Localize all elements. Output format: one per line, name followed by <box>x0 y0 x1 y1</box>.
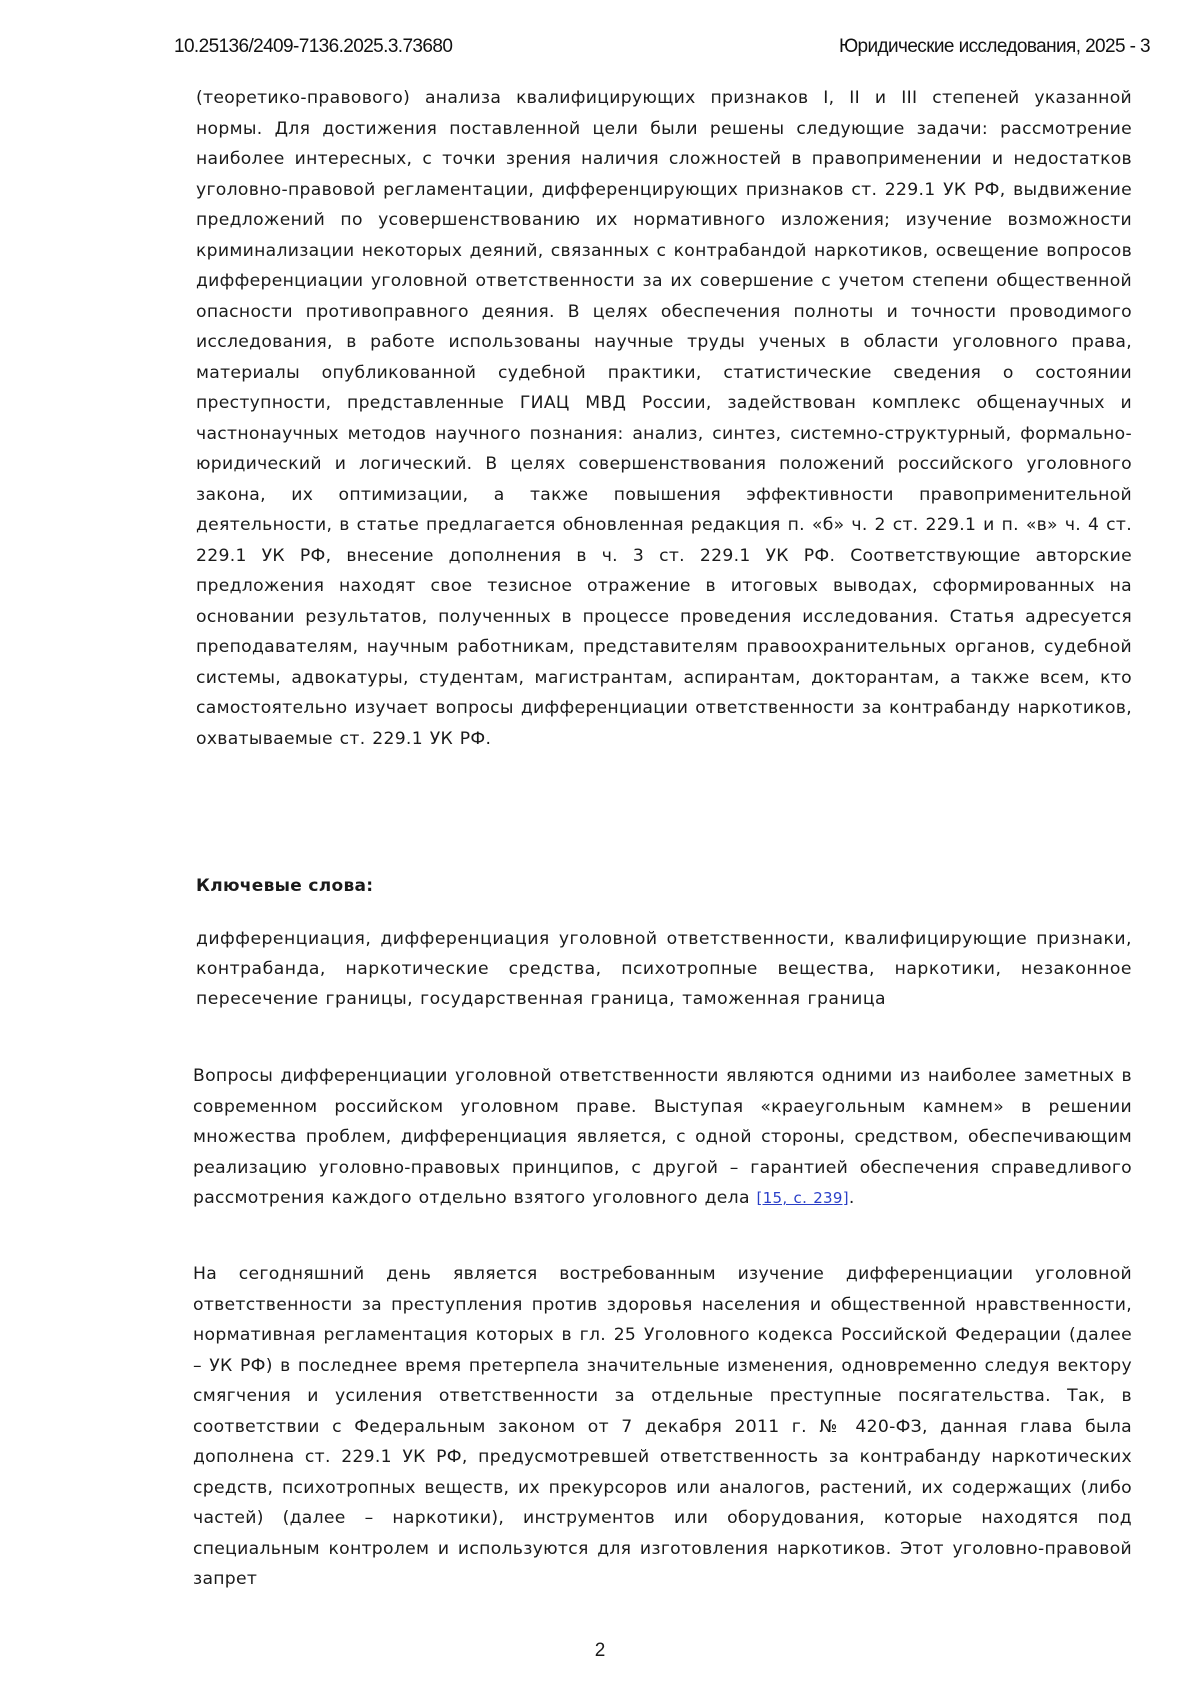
keywords-heading: Ключевые слова: <box>196 876 374 896</box>
page-number: 2 <box>594 1640 606 1661</box>
body-paragraph: На сегодняшний день является востребованным изучение дифференциации уголовной ответственности за преступления против здоровья населения и общественной нравственности, нормативная регламентация которых в гл. 25 Уголовного кодекса Российской Федерации (далее – УК РФ) в последнее время претерпела значительные изменения, одновременно следуя вектору смягчения и усиления ответственности за отдельные преступные посягательства. Так, в соответствии с Федеральным законом от 7 декабря 2011 г. № 420-ФЗ, данная глава была дополнена ст. 229.1 УК РФ, предусмотревшей ответственность за контрабанду наркотических средств, психотропных веществ, их прекурсоров или аналогов, растений, их содержащих (либо частей) (далее – наркотики), инструментов или оборудования, которые находятся под специальным контролем и используются для изготовления наркотиков. Этот уголовно-правовой запрет <box>193 1264 1132 1589</box>
abstract-paragraph: (теоретико-правового) анализа квалифицирующих признаков I, II и III степеней указанной нормы. Для достижения поставленной цели были решены следующие задачи: рассмотрение наиболее интересных, с точки зрения наличия сложностей в правоприменении и недостатков уголовно-правовой регламентации, дифференцирующих признаков ст. 229.1 УК РФ, выдвижение предложений по усовершенствованию их нормативного изложения; изучение возможности криминализации некоторых деяний, связанных с контрабандой наркотиков, освещение вопросов дифференциации уголовной ответственности за их совершение с учетом степени общественной опасности противоправного деяния. В целях обеспечения полноты и точности проводимого исследования, в работе использованы научные труды ученых в области уголовного права, материалы опубликованной судебной практики, статистические сведения о состоянии преступности, представленные ГИАЦ МВД России, задействован комплекс общенаучных и частнонаучных методов научного познания: анализ, синтез, системно-структурный, формально-юридический и логический. В целях совершенствования положений российского уголовного закона, их оптимизации, а также повышения эффективности правоприменительной деятельности, в статье предлагается обновленная редакция п. «б» ч. 2 ст. 229.1 и п. «в» ч. 4 ст. 229.1 УК РФ, внесение дополнения в ч. 3 ст. 229.1 УК РФ. Соответствующие авторские предложения находят свое тезисное отражение в итоговых выводах, сформированных на основании результатов, полученных в процессе проведения исследования. Статья адресуется преподавателям, научным работникам, представителям правоохранительных органов, судебной системы, адвокатуры, студентам, магистрантам, аспирантам, докторантам, а также всем, кто самостоятельно изучает вопросы дифференциации ответственности за контрабанду наркотиков, охватываемые ст. 229.1 УК РФ. <box>196 88 1132 749</box>
intro-paragraph <box>193 1061 1132 1214</box>
doi-text: 10.25136/2409-7136.2025.3.73680 <box>174 36 453 57</box>
keywords-list: дифференциация, дифференциация уголовной ответственности, квалифицирующие признаки, контрабанда, наркотические средства, психотропные вещества, наркотики, незаконное пересечение границы, государственная граница, таможенная граница <box>196 929 1132 1009</box>
intro-end: . <box>848 1188 855 1208</box>
journal-title: Юридические исследования, 2025 - 3 <box>838 36 1150 57</box>
page-header <box>174 36 1150 62</box>
reference-link[interactable]: [15, с. 239] <box>756 1189 849 1207</box>
intro-text: Вопросы дифференциации уголовной ответственности являются одними из наиболее заметных в современном российском уголовном праве. Выступая «краеугольным камнем» в решении множества проблем, дифференциация является, с одной стороны, средством, обеспечивающим реализацию уголовно-правовых принципов, с другой – гарантией обеспечения справедливого рассмотрения каждого отдельно взятого уголовного дела <box>193 1066 1132 1208</box>
